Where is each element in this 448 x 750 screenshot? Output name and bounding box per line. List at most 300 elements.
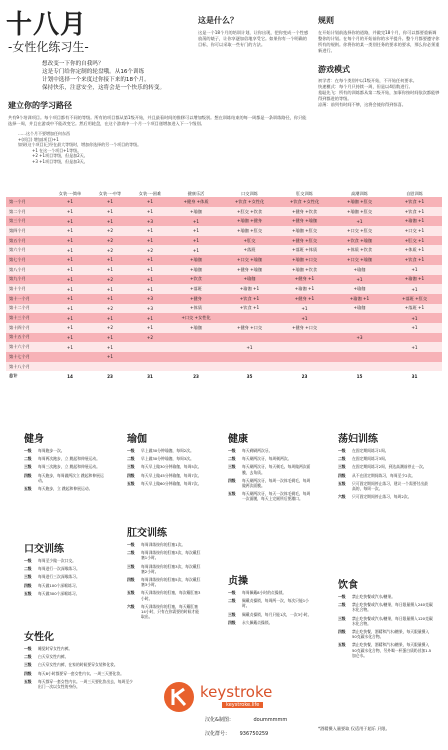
table-row — [6, 245, 442, 255]
level-row — [338, 642, 433, 658]
table-cell: +落班 — [222, 245, 277, 255]
credit-translator: doummmmm — [253, 717, 288, 723]
level-text: 每周进行三次深喉练习。 — [38, 574, 80, 580]
level-row — [24, 566, 109, 571]
table-cell: +健身 +1 — [277, 275, 332, 285]
table-row — [6, 313, 442, 323]
table-row — [6, 352, 442, 362]
table-row — [6, 284, 442, 294]
table-cell — [130, 342, 170, 352]
page-title: 十八月 — [6, 10, 88, 40]
table-cell: +健身 +肛交 — [277, 236, 332, 246]
table-cell: +健身 +口交 — [277, 323, 332, 333]
table-cell: +瑜伽 — [332, 304, 387, 314]
table-cell — [90, 362, 130, 372]
table-cell: +落班 +1 — [387, 304, 442, 314]
table-cell: +落班 — [170, 284, 222, 294]
level-text: 每天跑步，每周做两次立 跳起和伸展运动。 — [38, 472, 104, 483]
table-row — [6, 197, 442, 207]
table-cell: +瑜伽 — [170, 207, 222, 217]
table-cell: +瑜伽 +1 — [222, 284, 277, 294]
table-cell: 31 — [387, 371, 442, 381]
level-label: 二级 — [228, 598, 236, 604]
category-9 — [338, 576, 433, 661]
table-header: 女装一-困难 — [138, 190, 162, 196]
level-label: 五级 — [24, 486, 32, 492]
table-cell — [50, 352, 90, 362]
level-text: 白天穿女性内裤。 — [38, 654, 69, 660]
table-cell: +口交 +瑜伽 — [332, 255, 387, 265]
mode-item: 初学者：在每个类别中以1级开始，不开始任何要求。 — [318, 78, 417, 83]
level-text: 每天训练按你的肛塞，每次戴肛塞3小时。 — [141, 590, 201, 601]
row-label: 第十个月 — [6, 284, 50, 294]
level-row — [338, 616, 433, 626]
table-cell — [332, 362, 387, 372]
table-cell: +1 — [130, 284, 170, 294]
level-row — [338, 481, 428, 491]
path-rule: +1 在这一个项目+1等级。 — [32, 147, 82, 153]
level-text: 禁止吃快餐或汽水/糖果。 — [352, 594, 396, 599]
level-text: 每天都穿一套女性内衣。一周三天要化妆出去，每周至少出门一次以女性的身份。 — [38, 678, 133, 690]
row-label: 第四个月 — [6, 226, 50, 236]
level-row — [127, 481, 202, 486]
row-label: 第十五个月 — [6, 333, 50, 343]
table-cell: +瑜伽 — [170, 265, 222, 275]
level-label: 二级 — [338, 602, 346, 608]
level-text: 每周训练按你的肛塞5次，每次戴肛塞3小时。 — [141, 577, 201, 588]
table-cell: +1 — [130, 207, 170, 217]
level-label: 五级 — [24, 678, 32, 684]
training-table — [6, 190, 442, 381]
level-label: 四级 — [24, 472, 32, 478]
level-label: 三级 — [24, 574, 32, 580]
table-cell: +1 — [50, 207, 90, 217]
level-row — [228, 456, 313, 461]
level-label: 二级 — [127, 456, 135, 462]
row-label: 第十一个月 — [6, 294, 50, 304]
table-row — [6, 216, 442, 226]
level-row — [127, 550, 202, 560]
intro-line: 保持快乐，注意安全，这将会是一个快乐的转变。 — [42, 85, 166, 91]
keystroke-logo-icon — [162, 680, 196, 714]
level-label: 六级 — [127, 603, 135, 609]
table-cell: +2 — [90, 323, 130, 333]
table-cell: +健身 +1 — [277, 294, 332, 304]
table-row — [6, 342, 442, 352]
table-cell: +1 — [387, 284, 442, 294]
logo-sub: keystroke.life — [222, 702, 263, 708]
row-label: 总计 — [6, 371, 50, 381]
level-text: 每周训练按你的肛塞3次，每次戴肛塞2小时。 — [141, 563, 201, 574]
table-row — [6, 265, 442, 275]
level-text: 每天剃刷两次牙。 — [242, 448, 273, 453]
level-row — [338, 464, 428, 469]
row-label: 第十三个月 — [6, 313, 50, 323]
level-label: 三级 — [228, 611, 236, 617]
table-cell: +1 — [130, 265, 170, 275]
level-row — [338, 594, 433, 599]
rules-section — [318, 15, 440, 108]
level-text: 只可固定期间停止练习，建议一个需要付出最高的，每周一次。 — [352, 480, 428, 492]
table-cell — [170, 362, 222, 372]
level-label: 一级 — [338, 594, 346, 599]
category-name: 饮食 — [338, 580, 358, 591]
table-cell: +1 — [50, 265, 90, 275]
level-text: 每周三次跑步，立 跳起和伸展运动。 — [38, 464, 100, 470]
level-text: 每周进行一次深喉练习。 — [38, 566, 80, 572]
category-name: 瑜伽 — [127, 434, 147, 445]
level-text: 每周佩戴8小时的贞操锁。 — [242, 590, 287, 595]
level-row — [24, 486, 109, 491]
table-cell: 23 — [170, 371, 222, 381]
table-cell: +1 — [130, 255, 170, 265]
table-cell: +1 — [130, 275, 170, 285]
table-cell: +饮食 +1 — [387, 197, 442, 207]
path-rule: +2 +1项目等级，但是加2天。 — [32, 153, 88, 159]
level-text: 早上做30分钟瑜伽，每周2次。 — [141, 448, 194, 453]
table-cell: +1 — [50, 197, 90, 207]
table-cell: +2 — [90, 236, 130, 246]
intro-line: 想改变一下你的自我吗？ — [42, 61, 104, 67]
table-cell — [130, 352, 170, 362]
level-text: 每天早上做60分钟瑜伽，每周7次。 — [141, 480, 202, 486]
table-cell: +1 — [387, 265, 442, 275]
level-row — [338, 629, 433, 639]
level-text: 每天做100个深喉练习。 — [38, 582, 80, 588]
modes-list — [318, 78, 440, 108]
level-label: 一级 — [24, 646, 32, 651]
what-section — [198, 15, 310, 48]
table-cell — [170, 352, 222, 362]
level-text: 每天8小时都要穿一套女性内衣。一周三天要化妆。 — [38, 670, 124, 676]
level-row — [127, 473, 202, 478]
credit-group — [205, 730, 268, 737]
table-cell — [277, 362, 332, 372]
row-label: 第三个月 — [6, 216, 50, 226]
table-cell: +口交 +肛交 — [332, 226, 387, 236]
level-row — [338, 448, 428, 453]
row-label: 第十六个月 — [6, 342, 50, 352]
table-cell: 35 — [222, 371, 277, 381]
category-7 — [228, 572, 313, 628]
table-cell — [332, 323, 387, 333]
table-cell: 15 — [332, 371, 387, 381]
level-text: 禁止吃快餐，酒精和汽水/糖果，每天限量摄入50克碳水化合物。 — [352, 629, 430, 640]
mode-item: 快速模式：每个月只持续一周，但是以4倍数进行。 — [318, 84, 413, 89]
table-cell — [277, 352, 332, 362]
level-text: 在固定期间练习1周。 — [352, 448, 389, 453]
table-cell: +饮食 +女性化 — [222, 197, 277, 207]
level-label: 五级 — [24, 590, 32, 596]
table-cell — [222, 362, 277, 372]
level-label: 二级 — [228, 456, 236, 462]
row-label: 第七个月 — [6, 255, 50, 265]
table-cell: +口交 +1 — [387, 226, 442, 236]
level-label: 四级 — [338, 629, 346, 635]
table-cell: +1 — [90, 294, 130, 304]
table-cell: +3 — [130, 216, 170, 226]
table-cell: +1 — [130, 226, 170, 236]
level-text: 每天跑步，立 跳起和伸展运动。 — [38, 486, 93, 492]
level-row — [24, 646, 134, 651]
level-row — [127, 542, 202, 547]
table-header: 健康乐活 — [187, 190, 205, 196]
level-row — [228, 478, 313, 488]
table-cell: +瑜伽 +1 — [332, 294, 387, 304]
table-cell: +1 — [90, 284, 130, 294]
what-body: 这是一个18个月的培训计划，让你出现，把你变成一个性感放荡的婊子，让你享逐加倍地享受它。如果你有一个明确的目标，你可以采取一些专门的方法。 — [198, 30, 309, 47]
level-label: 二级 — [127, 550, 135, 556]
table-header: 自慰训练 — [406, 190, 423, 196]
level-row — [24, 558, 109, 563]
level-label: 五级 — [127, 480, 135, 486]
level-text: 禁止吃快餐或汽水/糖果，每日限量摄入240克碳水化合物。 — [352, 602, 433, 613]
path-body: 共有9个培训项目。每个项目都有不同的等级。所有的项目都从第1级开始，并且最看时间的推移可以增加级别。想在训练结束的每一周都是一条训练路径，你只能选择一周，并且在游戏中不能改变它。然后用轮盘，在这个游戏中一个月一个项目递增加进入下一个级别。 — [8, 115, 307, 126]
path-rule: 如果(这个项目)已经在最大等级时，增加你选择的另一个项目的等级。 — [18, 142, 142, 148]
table-cell: +饮食 +1 — [222, 304, 277, 314]
table-cell: +1 — [387, 342, 442, 352]
level-text: 在固定期间练习2周，到达高潮前停止一次。 — [352, 464, 427, 470]
table-header: 高潮训练 — [351, 190, 368, 196]
table-cell: 14 — [50, 371, 90, 381]
table-header-row — [6, 190, 442, 197]
level-text: 每周训练按你的肛塞3次，每次戴肛塞1小时。 — [141, 550, 201, 561]
level-label: 五级 — [338, 480, 346, 486]
level-label: 二级 — [24, 566, 32, 572]
group-number: 936750259 — [239, 731, 269, 737]
category-5 — [127, 524, 202, 622]
row-label: 第六个月 — [6, 245, 50, 255]
category-name: 口交训练 — [24, 544, 64, 555]
level-label: 四级 — [228, 619, 236, 625]
level-row — [228, 598, 313, 608]
table-cell: +1 — [50, 245, 90, 255]
level-text: 每天刷两次牙，每周一次体毛剃毛，每周做两次面膜。 — [242, 477, 311, 489]
table-cell: +1 — [130, 313, 170, 323]
row-label: 第十八个月 — [6, 362, 50, 372]
table-cell: +饮食 +1 — [387, 255, 442, 265]
level-row — [127, 448, 202, 453]
level-label: 二级 — [24, 654, 32, 660]
table-cell: +1 — [50, 313, 90, 323]
table-cell: +1 — [387, 323, 442, 333]
level-text: 每天做300个深喉练习。 — [38, 590, 80, 596]
table-cell — [387, 352, 442, 362]
level-row — [24, 591, 109, 596]
level-label: 五级 — [127, 590, 135, 596]
level-label: 一级 — [127, 542, 135, 547]
table-cell: +3 — [332, 333, 387, 343]
row-label: 第十四个月 — [6, 323, 50, 333]
path-heading: 建立你的学习路径 — [8, 101, 72, 110]
level-row — [228, 448, 313, 453]
table-cell — [130, 362, 170, 372]
table-cell — [332, 342, 387, 352]
level-label: 四级 — [228, 477, 236, 483]
table-cell: +1 — [50, 304, 90, 314]
table-cell: +1 — [222, 342, 277, 352]
level-label: 四级 — [338, 472, 346, 478]
level-text: 每周训练按你的肛塞1次。 — [141, 542, 186, 547]
table-cell — [277, 342, 332, 352]
category-name: 肛交训练 — [127, 528, 167, 539]
table-cell: +瑜伽 +健身 — [222, 216, 277, 226]
table-cell — [222, 313, 277, 323]
table-cell: +1 — [332, 275, 387, 285]
table-cell: +1 — [50, 255, 90, 265]
table-cell: +饮食 +1 — [222, 294, 277, 304]
table-cell: +瑜伽 +口交 — [277, 255, 332, 265]
level-label: 三级 — [127, 464, 135, 470]
level-row — [228, 464, 313, 474]
row-label: 第十二个月 — [6, 304, 50, 314]
table-cell: +1 — [170, 236, 222, 246]
level-label: 四级 — [127, 472, 135, 478]
group-label: 汉化群号： — [205, 731, 231, 737]
table-cell: +1 — [50, 294, 90, 304]
table-row — [6, 236, 442, 246]
level-row — [24, 654, 134, 659]
level-text: 每周至少做一次口交。 — [38, 558, 76, 563]
table-cell: +健身 — [170, 294, 222, 304]
level-row — [127, 577, 202, 587]
table-cell: +瑜伽 +肛交 — [332, 197, 387, 207]
table-cell: +落班 +体质 — [277, 245, 332, 255]
table-row — [6, 207, 442, 217]
level-row — [24, 662, 134, 667]
category-1 — [24, 430, 109, 494]
path-section — [8, 100, 308, 165]
level-label: 一级 — [228, 448, 236, 453]
level-row — [24, 473, 109, 483]
table-cell: +瑜伽 +饮食 — [277, 265, 332, 275]
level-row — [127, 590, 202, 600]
table-cell: +健身 +瑜伽 — [222, 265, 277, 275]
table-cell: +健身 +饮食 — [277, 207, 332, 217]
table-cell: +体质 — [170, 304, 222, 314]
table-cell: +1 — [90, 342, 130, 352]
table-cell: 31 — [130, 371, 170, 381]
level-text: 佩戴贞操锁，每周两一次，每次只能1小时。 — [242, 598, 309, 609]
category-6 — [228, 430, 313, 505]
level-label: 四级 — [24, 582, 32, 588]
level-label: 三级 — [228, 464, 236, 470]
level-label: 三级 — [338, 615, 346, 621]
level-text: 白天穿女性内裤，在家的时候要穿女装和化妆。 — [38, 662, 118, 668]
table-cell: +饮食 — [170, 275, 222, 285]
level-label: 三级 — [24, 464, 32, 470]
table-cell — [387, 362, 442, 372]
table-cell: +1 — [90, 197, 130, 207]
level-label: 五级 — [338, 642, 346, 648]
table-cell: +1 — [277, 313, 332, 323]
table-row — [6, 226, 442, 236]
table-cell: +2 — [130, 333, 170, 343]
level-text: 禁止吃快餐或汽水/糖果，每日限量摄入120克碳水化合物。 — [352, 615, 433, 626]
table-cell: +1 — [50, 275, 90, 285]
level-row — [24, 671, 134, 676]
level-row — [228, 491, 313, 501]
table-cell: 23 — [90, 371, 130, 381]
level-label: 一级 — [127, 448, 135, 453]
table-cell: +瑜伽 +1 — [387, 275, 442, 285]
table-cell: +1 — [50, 333, 90, 343]
table-header: 女装一-简单 — [58, 190, 82, 196]
row-label: 第二个月 — [6, 207, 50, 217]
level-label: 二级 — [24, 456, 32, 462]
table-cell: +2 — [90, 275, 130, 285]
level-row — [24, 583, 109, 588]
table-cell: +健身 +体质 — [170, 197, 222, 207]
level-text: 永久佩戴贞操锁。 — [242, 619, 273, 625]
level-text: 只可固定期间停止练习，每周2次。 — [352, 494, 412, 500]
table-cell: +瑜伽 — [332, 284, 387, 294]
path-rule: +(项目) 增加(项目)+1 — [18, 136, 59, 142]
table-cell: +饮食 +1 — [387, 207, 442, 217]
table-row — [6, 304, 442, 314]
table-cell: +体质 +饮食 — [332, 245, 387, 255]
table-cell: +1 — [90, 313, 130, 323]
level-text: 每天早上做30分钟瑜伽，每周5次。 — [141, 464, 202, 470]
level-label: 一级 — [338, 448, 346, 453]
category-name: 健康 — [228, 434, 248, 445]
table-cell — [387, 333, 442, 343]
table-cell: +饮食 +女性化 — [277, 197, 332, 207]
row-label: 第八个月 — [6, 265, 50, 275]
path-rule: ……这个月不要增加任何东西 — [18, 131, 70, 136]
table-cell: +1 — [90, 216, 130, 226]
table-cell — [170, 333, 222, 343]
category-name: 女性化 — [24, 632, 54, 643]
level-row — [228, 620, 313, 625]
table-cell — [332, 352, 387, 362]
table-cell — [170, 342, 222, 352]
level-row — [127, 564, 202, 574]
table-cell: +1 — [170, 226, 222, 236]
table-cell — [222, 333, 277, 343]
table-cell: +口交 +瑜伽 — [222, 255, 277, 265]
level-row — [338, 473, 428, 478]
table-cell: +1 — [90, 265, 130, 275]
table-cell: +体质 +1 — [387, 245, 442, 255]
table-cell: +2 — [90, 304, 130, 314]
table-cell: +1 — [90, 255, 130, 265]
table-cell: +肛交 +1 — [387, 236, 442, 246]
rules-body: 在开始计划前选择你的道路，并做完18个月，你可以都要重新调整你的计划。在每个月的开始前你的水平提升。整个月都要遵守你所有的规则。你将你的某一类别任务的要求的要求，那么你必须重新进行。 — [318, 30, 440, 53]
table-row — [6, 323, 442, 333]
table-cell: +肛交 +饮食 — [222, 207, 277, 217]
level-row — [127, 604, 202, 620]
table-cell: +1 — [50, 342, 90, 352]
table-cell: +1 — [277, 304, 332, 314]
level-label: 六级 — [338, 494, 346, 500]
level-text: 每天早上做45分钟瑜伽，每周7次。 — [141, 472, 202, 478]
level-row — [24, 679, 134, 689]
level-label: 四级 — [24, 670, 32, 676]
level-text: 每天刷两次牙，每天一次体毛剃毛，每周一次面膜，每天上完厕所后要漱口。 — [242, 491, 311, 502]
level-text: 每周两次跑步，立 跳起和伸展运动。 — [38, 456, 100, 462]
level-text: 每天刷两次牙，每周剃两次。 — [242, 456, 292, 462]
category-name: 健身 — [24, 434, 44, 445]
table-cell: +2 — [90, 226, 130, 236]
table-cell — [50, 362, 90, 372]
table-cell: +1 — [130, 236, 170, 246]
intro-line: 计划中选择一个来度过你接下来的18个月。 — [42, 77, 150, 83]
page-subtitle: -女性化练习生- — [8, 40, 89, 54]
level-label: 三级 — [24, 662, 32, 668]
level-text: 早上做30分钟瑜伽，每周3次。 — [141, 456, 194, 462]
category-3 — [24, 628, 134, 692]
